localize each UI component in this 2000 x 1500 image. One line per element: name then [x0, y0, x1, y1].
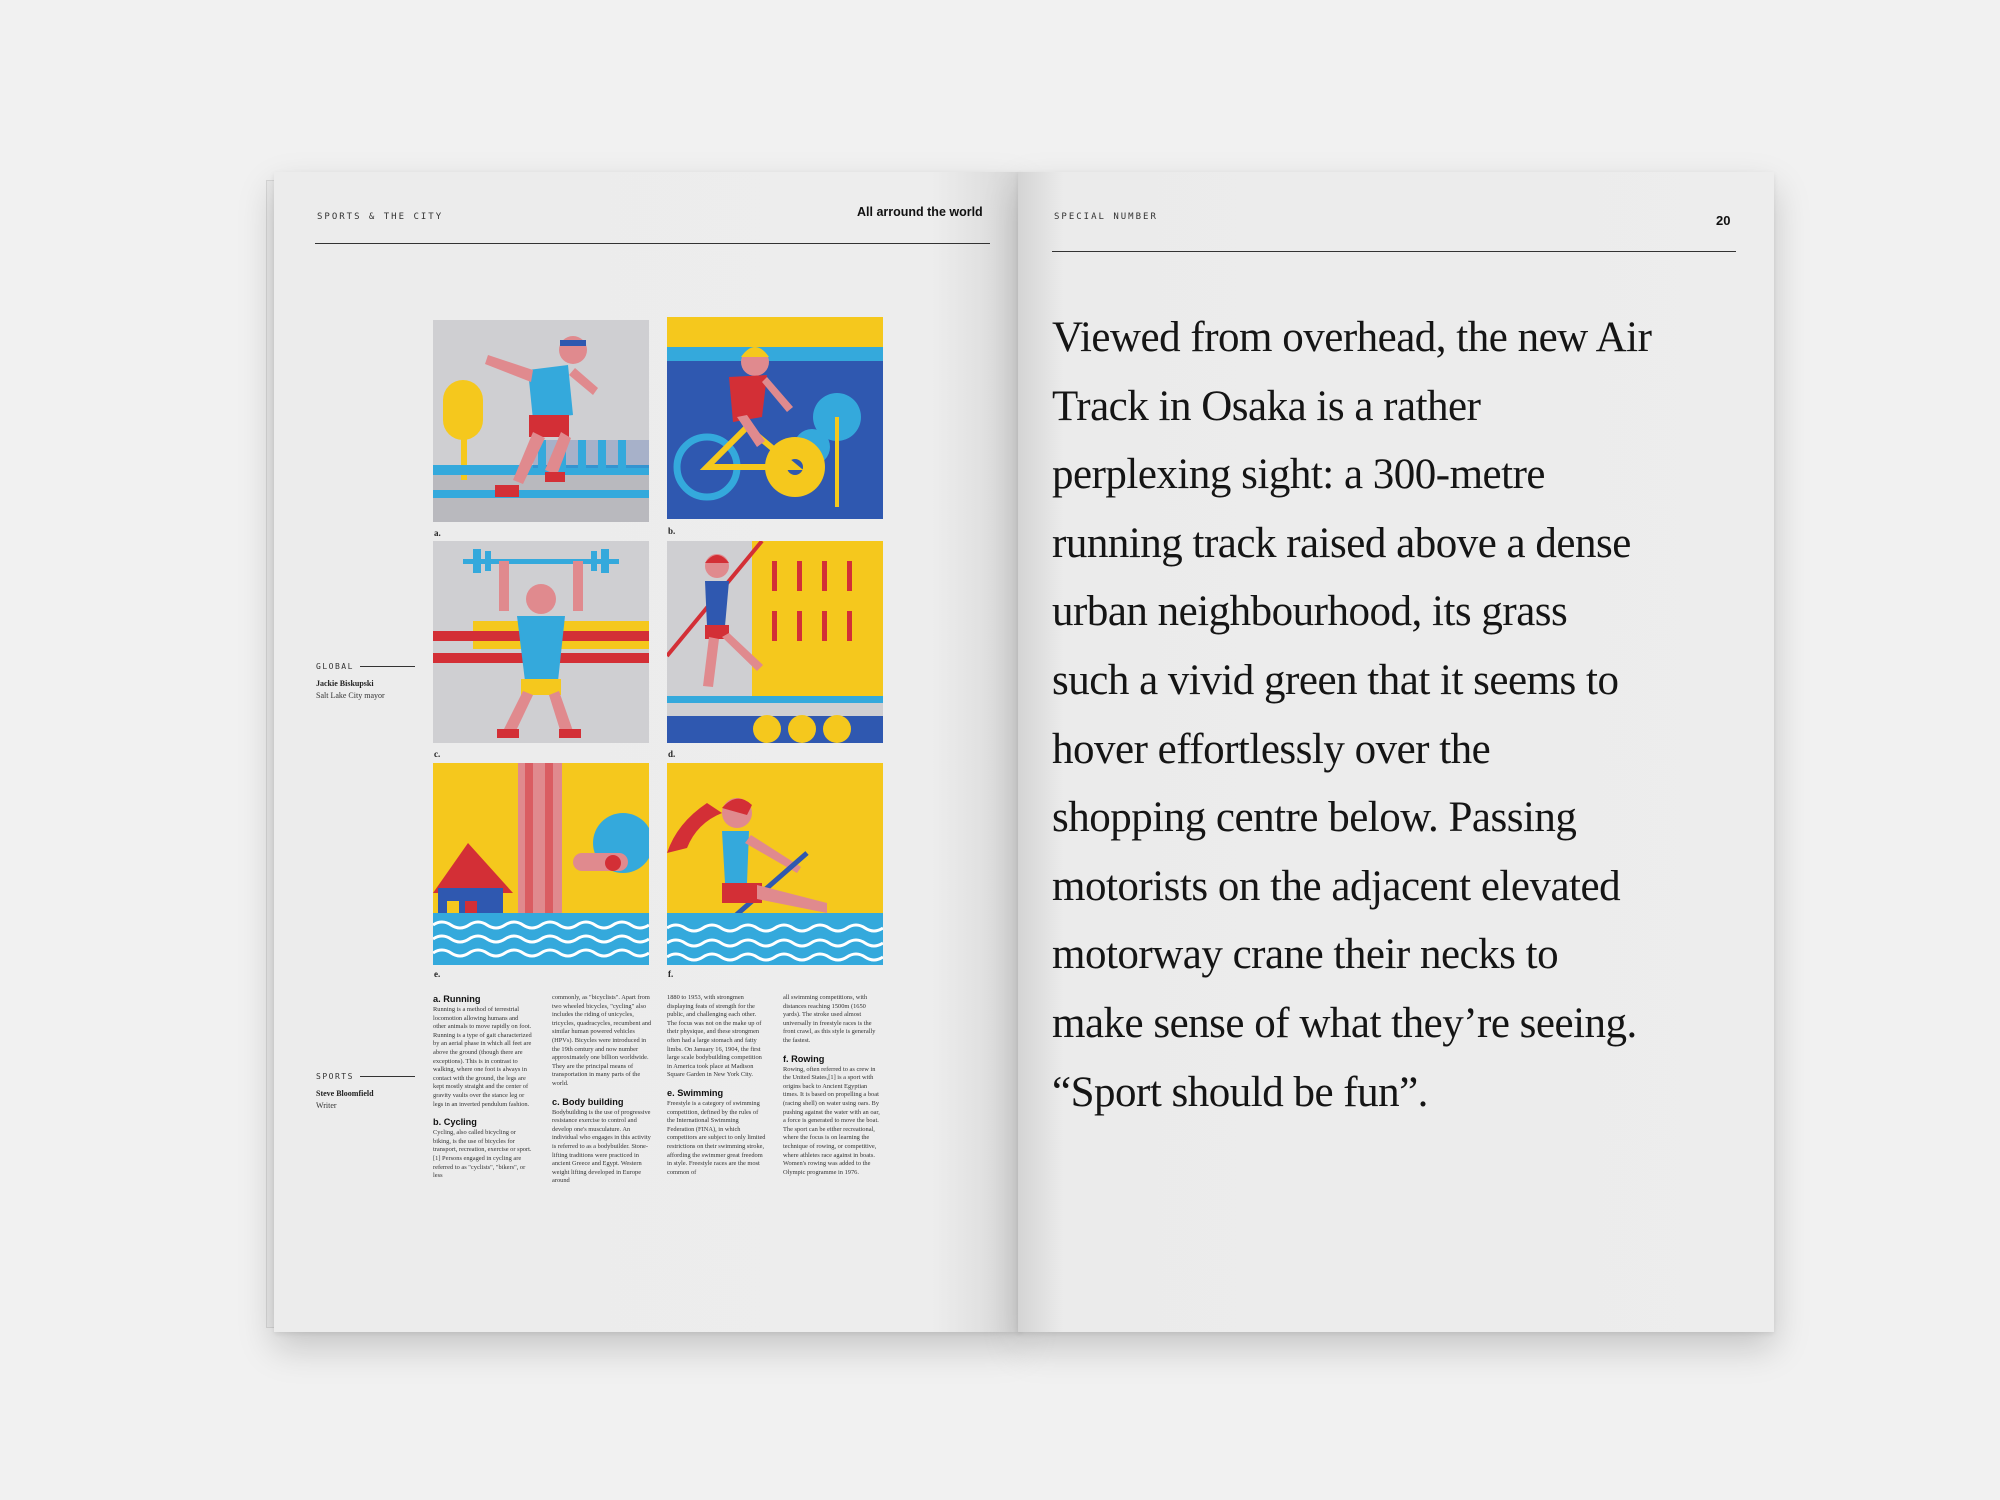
paragraph-running: Running is a method of terrestrial locomotion allowing humans and other animals to move rapidly on foot. Running is a type of gait characterized by an aerial phase in which all feet are above the ground (though there are exceptions). This is in contrast to walking, where one foot is always in contact with the ground, the legs are kept mostly straight and the center of gravity vaults over the stance leg or legs in an inverted pendulum fashion.: [433, 1006, 532, 1108]
illustration-letter-b: b.: [668, 526, 676, 536]
heading-swimming: e. Swimming: [667, 1087, 724, 1098]
text-column-1: [433, 994, 533, 1256]
heading-rowing: f. Rowing: [783, 1053, 825, 1064]
paragraph-swimming: Freestyle is a category of swimming competition, defined by the rules of the International Swimming Federation (FINA), in which competitors are subject to only limited restrictions on their swimming stroke, affording the swimmer great freedom in style. Freestyle races are the most common of: [667, 1099, 766, 1176]
sidenote-line-global: [360, 666, 415, 667]
page-number: 20: [1716, 213, 1731, 228]
text-column-2: [552, 994, 652, 1256]
illustration-body-building: [433, 541, 649, 743]
pole-vault-graphic: [667, 541, 883, 743]
sidenote-line-sports: [360, 1076, 415, 1077]
illustration-running: [433, 320, 649, 522]
sidenote-tag-global: GLOBAL: [316, 662, 354, 671]
illustration-rowing: [667, 763, 883, 965]
heading-body-building: c. Body building: [552, 1096, 624, 1107]
right-header-rule: [1052, 251, 1736, 252]
runner-graphic: [433, 320, 649, 522]
illustration-pole-vault: [667, 541, 883, 743]
paragraph-rowing: Rowing, often referred to as crew in the United States,[1] is a sport with origins back to Ancient Egyptian times. It is based on propelling a boat (racing shell) on water using oars. By pushing against the water with an oar, a force is generated to move the boat. The sport can be either recreational, where the focus is on learning the technique of rowing, or competitive, where athletes race against in boats. Women's rowing was added to the Olympic programme in 1976.: [783, 1065, 880, 1176]
illustration-letter-c: c.: [434, 749, 441, 759]
cyclist-graphic: [667, 317, 883, 519]
illustration-letter-e: e.: [434, 969, 441, 979]
sidenote-role-sports: Writer: [316, 1101, 337, 1110]
paragraph-body-building: Bodybuilding is the use of progressive resistance exercise to control and develop one's musculature. An individual who engages in this activity is referred to as a bodybuilder. Stone-lifting traditions were practiced in ancient Greece and Egypt. Western weight lifting developed in Europe around: [552, 1108, 651, 1185]
illustration-letter-f: f.: [668, 969, 674, 979]
left-header-rule: [315, 243, 990, 244]
paragraph-cycling: Cycling, also called bicycling or biking, is the use of bicycles for transport, recreation, exercise or sport.[1] Persons engaged in cycling are referred to as "cyclists", "bikers", or less: [433, 1129, 532, 1180]
sidenote-role-global: Salt Lake City mayor: [316, 691, 385, 700]
left-running-head: SPORTS & THE CITY: [317, 212, 444, 222]
illustration-letter-d: d.: [668, 749, 676, 759]
sidenote-tag-sports: SPORTS: [316, 1072, 354, 1081]
swimmer-graphic: [433, 763, 649, 965]
illustration-cycling: [667, 317, 883, 519]
heading-running: a. Running: [433, 994, 481, 1004]
illustration-letter-a: a.: [434, 528, 441, 538]
pull-quote: Viewed from overhead, the new Air Track in Osaka is a rather perplexing sight: a 300-metre running track raised above a dense urban neighbourhood, its grass such a vivid green that it seems to hover effortlessly over the shopping centre below. Passing motorists on the adjacent elevated motorway crane their necks to make sense of what they’re seeing. “Sport should be fun”.: [1052, 314, 1652, 1116]
bodybuilder-graphic: [433, 541, 649, 743]
sidenote-name-sports: Steve Bloomfield: [316, 1089, 374, 1098]
paragraph-swimming-cont: all swimming competitions, with distances reaching 1500m (1650 yards). The stroke used almost universally in freestyle races is the front crawl, as this style is generally the fastest.: [783, 994, 876, 1044]
right-running-head: SPECIAL NUMBER: [1054, 212, 1158, 222]
sidenote-name-global: Jackie Biskupski: [316, 679, 374, 688]
text-column-3: [667, 994, 767, 1256]
heading-cycling: b. Cycling: [433, 1117, 477, 1128]
illustration-swimming: [433, 763, 649, 965]
paragraph-cycling-cont: commonly, as "bicyclists". Apart from two wheeled bicycles, "cycling" also includes the riding of unicycles, tricycles, quadracycles, recumbent and similar human powered vehicles (HPVs). Bicycles were introduced in the 19th century and now number approximately one billion worldwide. They are the principal means of transportation in many parts of the world.: [552, 994, 652, 1087]
rower-graphic: [667, 763, 883, 965]
text-column-4: [783, 994, 883, 1256]
paragraph-body-building-cont: 1880 to 1953, with strongmen displaying feats of strength for the public, and challenging each other. The focus was not on the make up of their physique, and these strongmen often had a large stomach and fatty limbs. On January 16, 1904, the first large scale bodybuilding competition in America took place at Madison Square Garden in New York City.: [667, 994, 762, 1079]
left-page-title: All arround the world: [857, 205, 983, 219]
